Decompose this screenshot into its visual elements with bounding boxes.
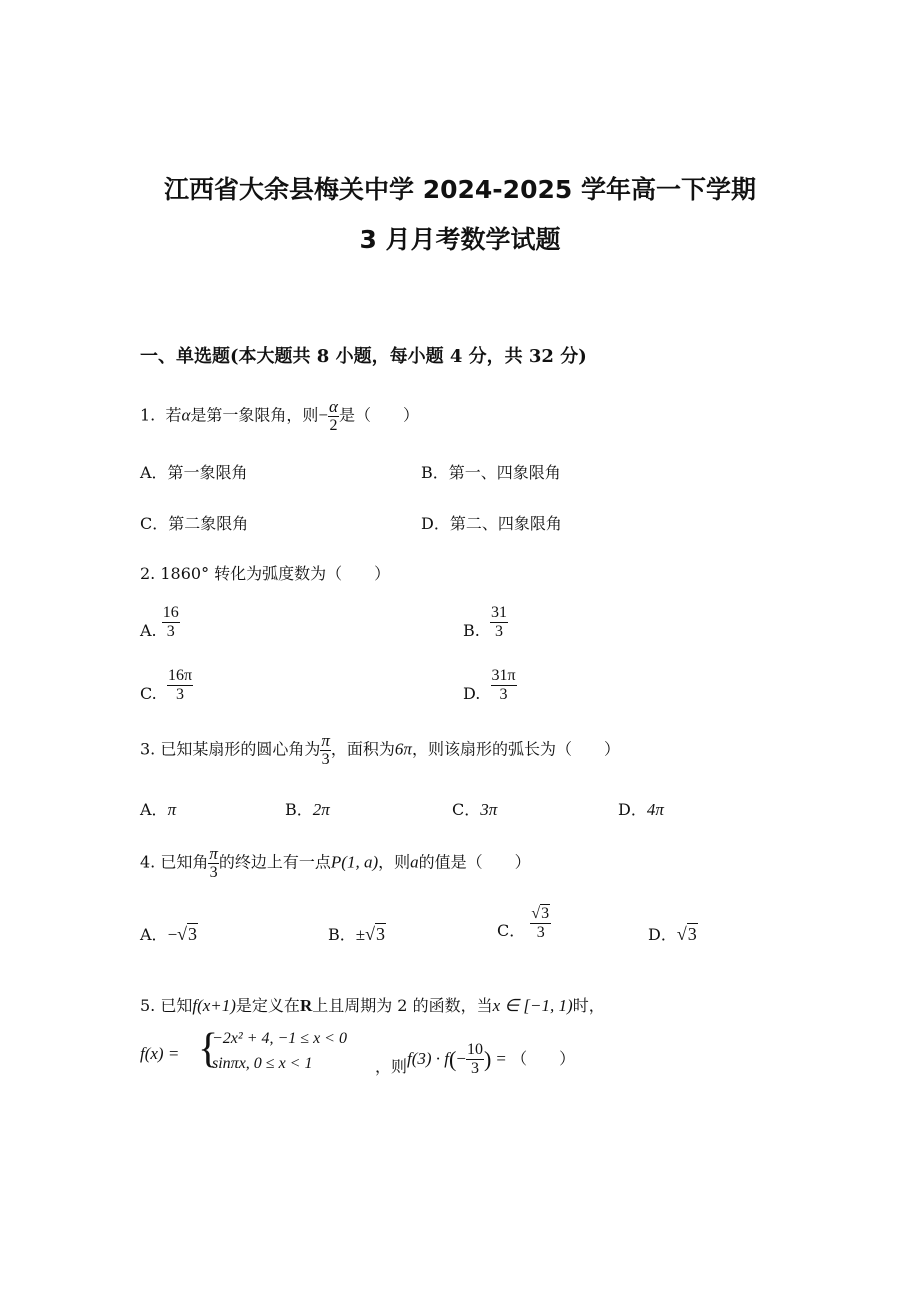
q2-d-den: 3 xyxy=(499,686,508,703)
q4-c-label: C． xyxy=(497,921,526,940)
q2-a-den: 3 xyxy=(166,623,175,640)
q5-equals: = xyxy=(496,1049,506,1068)
q5-expr-neg: − xyxy=(456,1049,466,1068)
q3-option-b xyxy=(285,797,330,820)
q5-fraction xyxy=(466,1042,484,1077)
q3-area: 6π xyxy=(394,739,412,759)
q4-c-fraction xyxy=(530,906,551,941)
q3-option-c xyxy=(452,797,497,820)
question-4 xyxy=(140,845,531,881)
exam-title-line2: 3 月月考数学试题 xyxy=(359,225,561,254)
q4-pre: 4. 已知角 xyxy=(140,852,209,872)
q1-mid: 是第一象限角，则 xyxy=(190,405,319,425)
q2-b-den: 3 xyxy=(495,623,504,640)
q3-c-label: C． xyxy=(452,800,481,819)
q4-a-sign: − xyxy=(167,925,178,944)
q5-fdef: f(x) = xyxy=(140,1044,180,1063)
q1-number: 1. xyxy=(140,405,156,425)
q3-d-value: 4π xyxy=(646,800,664,819)
exam-title-line1: 江西省大余县梅关中学 2024-2025 学年高一下学期 xyxy=(164,175,756,204)
q3-option-a xyxy=(140,797,176,820)
q1-fraction xyxy=(328,398,339,434)
q2-c-num: 16π xyxy=(167,667,193,684)
q1-pre: 若 xyxy=(165,405,182,425)
q1-alpha: α xyxy=(181,405,191,425)
q4-d-sqrt: √3 xyxy=(676,924,697,944)
q2-c-den: 3 xyxy=(175,686,184,703)
q4-d-label: D． xyxy=(648,925,677,944)
q5-mid2: 上且周期为 2 的函数，当 xyxy=(312,996,493,1015)
q2-option-d xyxy=(463,668,517,703)
q2-a-num: 16 xyxy=(162,604,179,621)
q4-b-label: B． xyxy=(328,925,356,944)
q4-frac-num: π xyxy=(209,844,218,863)
q4-point: P(1, a) xyxy=(330,852,379,872)
q5-lparen: ( xyxy=(449,1046,457,1072)
q4-option-c xyxy=(497,906,551,941)
q5-real-set: R xyxy=(299,996,313,1015)
q2-a-label: A. xyxy=(140,621,157,640)
q4-mid: 的终边上有一点 xyxy=(218,852,331,872)
q1-frac-den: 2 xyxy=(329,417,338,434)
q2-b-fraction xyxy=(490,605,508,640)
q3-pre: 3. 已知某扇形的圆心角为 xyxy=(140,739,321,759)
q1-frac-num: α xyxy=(329,397,338,416)
q4-a-sqrt: √3 xyxy=(177,924,198,944)
q4-b-radicand: 3 xyxy=(376,924,385,944)
q5-case2: sinπx, 0 ≤ x < 1 xyxy=(212,1055,313,1072)
q3-option-d xyxy=(618,797,664,820)
q3-b-value: 2π xyxy=(312,800,330,819)
q3-a-label: A． xyxy=(140,800,168,819)
q5-pre: 5. 已知 xyxy=(140,996,193,1015)
q3-c-value: 3π xyxy=(480,800,498,819)
q2-d-fraction xyxy=(491,668,517,703)
q4-mid2: ，则 xyxy=(378,852,411,872)
q3-post: ，则该扇形的弧长为（ ） xyxy=(411,739,620,759)
q4-var: a xyxy=(410,852,419,872)
section-heading: 一、单选题(本大题共 8 小题，每小题 4 分，共 32 分) xyxy=(140,346,587,367)
q4-d-radicand: 3 xyxy=(687,924,697,944)
q2-option-a xyxy=(140,605,180,640)
q5-rparen: ) xyxy=(483,1046,492,1072)
q4-option-d xyxy=(648,922,698,945)
q5-case1: −2x² + 4, −1 ≤ x < 0 xyxy=(212,1030,347,1047)
q4-c-num: √3 xyxy=(531,905,550,922)
q4-a-label: A． xyxy=(140,925,168,944)
q2-c-fraction xyxy=(167,668,193,703)
q5-answer-paren: （ ） xyxy=(511,1049,576,1068)
q4-fraction xyxy=(208,845,219,881)
q5-brace: { xyxy=(198,1026,219,1072)
q5-post: 时， xyxy=(572,996,605,1015)
q4-b-sqrt: √3 xyxy=(365,924,385,944)
q1-neg: − xyxy=(318,405,328,425)
q2-b-label: B. xyxy=(463,621,480,640)
question-1 xyxy=(140,398,419,434)
q2-c-label: C. xyxy=(140,684,157,703)
q3-fraction xyxy=(320,732,331,768)
q3-frac-num: π xyxy=(321,731,330,750)
q1-option-d: D．第二、四象限角 xyxy=(421,514,562,533)
q4-c-den: 3 xyxy=(536,924,545,941)
q1-option-a: A．第一象限角 xyxy=(140,463,248,482)
q3-d-label: D． xyxy=(618,800,647,819)
q4-a-radicand: 3 xyxy=(188,924,198,944)
question-3 xyxy=(140,732,620,768)
q5-question-tail xyxy=(375,1042,575,1077)
q1-option-c: C．第二象限角 xyxy=(140,514,249,533)
q5-cond: x ∈ [−1, 1) xyxy=(492,996,573,1015)
q4-c-radicand: 3 xyxy=(541,905,550,922)
q4-option-a xyxy=(140,922,198,945)
question-5 xyxy=(140,993,605,1016)
question-2: 2. 1860° 转化为弧度数为（ ） xyxy=(140,564,391,583)
q3-mid: ，面积为 xyxy=(330,739,395,759)
q5-mid1: 是定义在 xyxy=(235,996,300,1015)
q2-a-fraction xyxy=(162,605,180,640)
q4-b-sign: ± xyxy=(355,925,366,944)
q2-b-num: 31 xyxy=(491,604,508,621)
q2-d-label: D. xyxy=(463,684,481,703)
q2-d-num: 31π xyxy=(491,667,516,684)
q1-option-b: B．第一、四象限角 xyxy=(421,463,561,482)
q2-option-b xyxy=(463,605,508,640)
q5-expr-pre: f(3) · f xyxy=(407,1049,450,1068)
q4-post: 的值是（ ） xyxy=(418,852,531,872)
q5-then: ，则 xyxy=(375,1057,408,1076)
q4-frac-den: 3 xyxy=(209,864,218,881)
q3-frac-den: 3 xyxy=(321,751,330,768)
q2-option-c xyxy=(140,668,193,703)
q5-frac-num: 10 xyxy=(466,1041,483,1058)
q3-a-value: π xyxy=(167,800,177,819)
q3-b-label: B． xyxy=(285,800,313,819)
q5-frac-den: 3 xyxy=(470,1060,479,1077)
q4-option-b xyxy=(328,922,386,945)
q5-fx1: f(x+1) xyxy=(192,996,236,1015)
q1-post: 是（ ） xyxy=(338,405,419,425)
